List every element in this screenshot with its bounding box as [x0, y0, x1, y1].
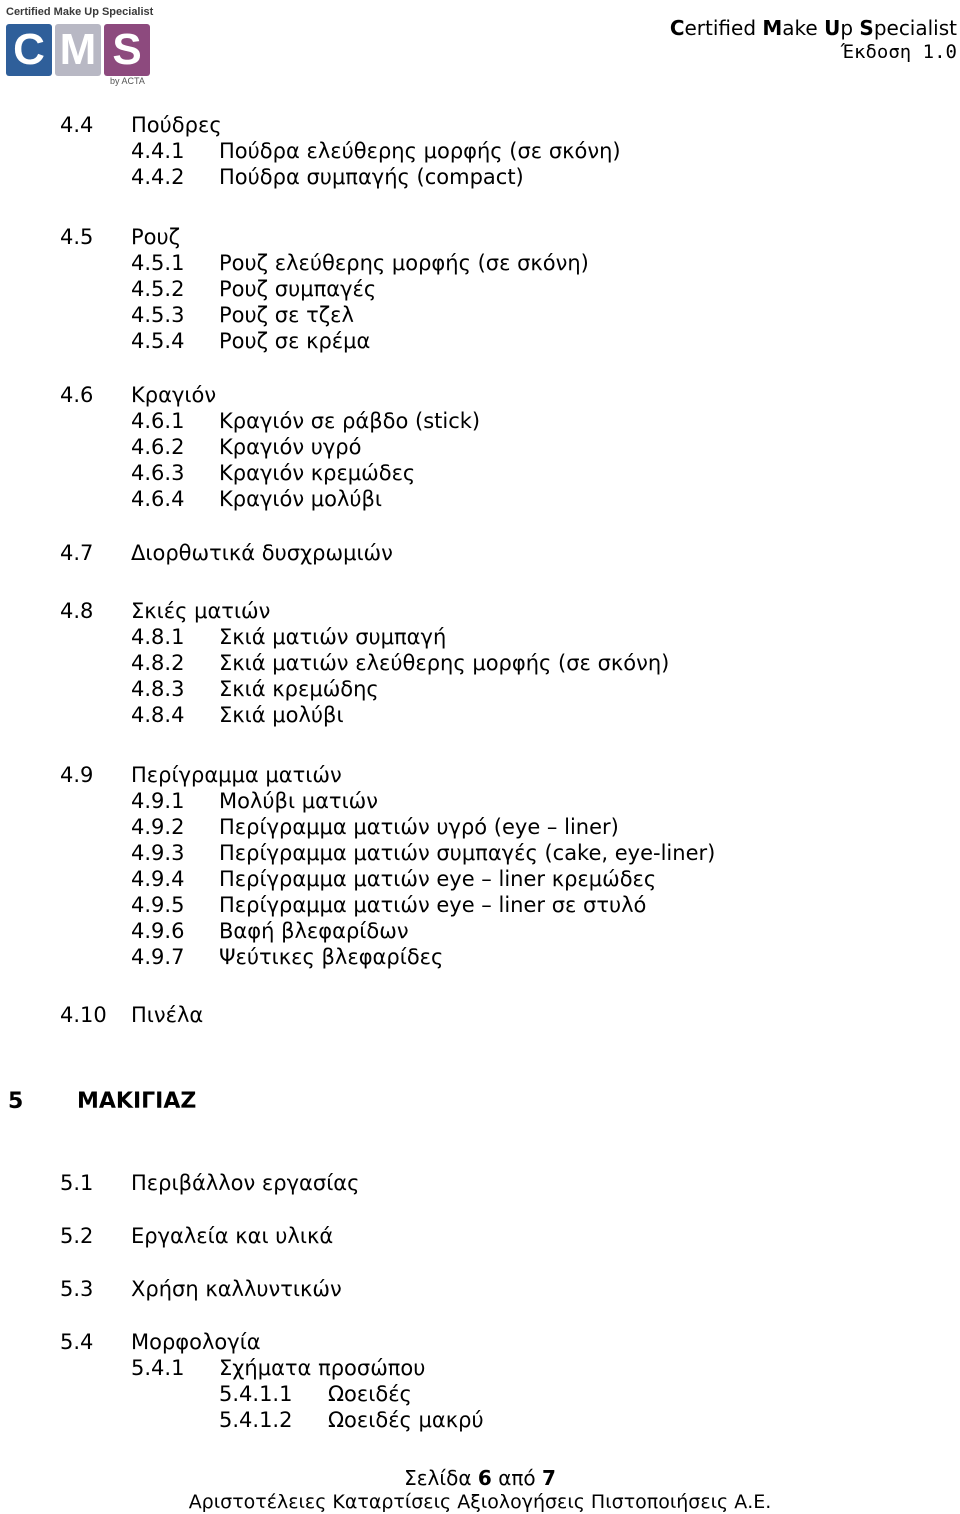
logo-top-text: Certified Make Up Specialist — [6, 6, 154, 18]
toc-entry-title: Ρουζ σε τζελ — [219, 303, 354, 327]
toc-entry-title: Πούδρες — [131, 113, 222, 137]
toc-entry-number: 4.6.1 — [131, 409, 185, 433]
toc-entry-number: 4.4.1 — [131, 139, 185, 163]
cms-logo — [6, 6, 158, 86]
toc-entry-number: 5.4.1 — [131, 1356, 185, 1380]
toc-entry-number: 4.5.3 — [131, 303, 185, 327]
toc-entry-title: Μολύβι ματιών — [219, 789, 378, 813]
toc-entry-title: Σκιά ματιών συμπαγή — [219, 625, 447, 649]
toc-entry-number: 4.5.2 — [131, 277, 185, 301]
toc-entry-title: Περίγραμμα ματιών — [131, 763, 342, 787]
header-version: Έκδοση 1.0 — [842, 41, 957, 63]
toc-entry-title: Ρουζ σε κρέμα — [219, 329, 371, 353]
logo-byline: by ACTA — [110, 76, 145, 86]
page-sep: από — [498, 1466, 536, 1490]
toc-entry-title: Διορθωτικά δυσχρωμιών — [131, 541, 393, 565]
footer-company: Αριστοτέλειες Καταρτίσεις Αξιολογήσεις Πιστοποιήσεις Α.Ε. — [188, 1491, 772, 1513]
toc-entry-number: 4.10 — [60, 1003, 107, 1027]
toc-entry-number: 5.3 — [60, 1277, 94, 1301]
page-number — [0, 1466, 960, 1490]
page-prefix: Σελίδα — [404, 1466, 472, 1490]
toc-entry-title: Σκιά κρεμώδης — [219, 677, 379, 701]
toc-entry-title: Περίγραμμα ματιών συμπαγές (cake, eye-liner) — [219, 841, 716, 865]
toc-entry-number: 4.5.4 — [131, 329, 185, 353]
toc-entry-number: 4.5 — [60, 225, 94, 249]
toc-entry-title: Περιβάλλον εργασίας — [131, 1171, 360, 1195]
toc-entry-title: Πινέλα — [131, 1003, 204, 1027]
chapter-number: 5 — [8, 1089, 24, 1114]
toc-entry-title: Ρουζ ελεύθερης μορφής (σε σκόνη) — [219, 251, 589, 275]
page-current: 6 — [477, 1466, 492, 1490]
toc-entry-title: Σκιά μολύβι — [219, 703, 344, 727]
toc-entry-number: 4.9.7 — [131, 945, 185, 969]
toc-entry-title: Πούδρα συμπαγής (compact) — [219, 165, 524, 189]
logo-letter-s: S — [104, 24, 150, 76]
toc-entry-number: 4.9.3 — [131, 841, 185, 865]
toc-entry-title: Κραγιόν — [131, 383, 217, 407]
page-total: 7 — [542, 1466, 556, 1490]
toc-entry-number: 5.4 — [60, 1330, 94, 1354]
toc-entry-title: Περίγραμμα ματιών υγρό (eye – liner) — [219, 815, 619, 839]
toc-entry-number: 5.4.1.2 — [219, 1408, 293, 1432]
toc-entry-number: 4.8.2 — [131, 651, 185, 675]
header-title: Certified Make Up Specialist — [669, 16, 957, 40]
toc-entry-number: 5.2 — [60, 1224, 94, 1248]
toc-entry-title: Σκιά ματιών ελεύθερης μορφής (σε σκόνη) — [219, 651, 670, 675]
toc-entry-title: Μορφολογία — [131, 1330, 261, 1354]
logo-letter-m: M — [55, 24, 101, 76]
logo-letters — [6, 24, 150, 76]
toc-entry-title: Σκιές ματιών — [131, 599, 271, 623]
toc-entry-number: 4.9.1 — [131, 789, 185, 813]
toc-entry-title: Κραγιόν κρεμώδες — [219, 461, 416, 485]
logo-letter-c: C — [6, 24, 52, 76]
toc-entry-title: Ρουζ συμπαγές — [219, 277, 377, 301]
toc-entry-number: 4.6.4 — [131, 487, 185, 511]
toc-entry-number: 4.8.4 — [131, 703, 185, 727]
toc-entry-title: Κραγιόν μολύβι — [219, 487, 383, 511]
toc-entry-title: Εργαλεία και υλικά — [131, 1224, 334, 1248]
toc-entry-number: 4.4.2 — [131, 165, 185, 189]
toc-entry-number: 4.6 — [60, 383, 94, 407]
toc-entry-number: 4.6.2 — [131, 435, 185, 459]
toc-entry-title: Κραγιόν σε ράβδο (stick) — [219, 409, 481, 433]
toc-entry-number: 4.8.1 — [131, 625, 185, 649]
toc-entry-number: 4.9 — [60, 763, 94, 787]
toc-entry-title: Κραγιόν υγρό — [219, 435, 362, 459]
toc-entry-title: Πούδρα ελεύθερης μορφής (σε σκόνη) — [219, 139, 621, 163]
toc-entry-title: Ωοειδές μακρύ — [328, 1408, 484, 1432]
toc-entry-number: 4.5.1 — [131, 251, 185, 275]
toc-entry-title: Σχήματα προσώπου — [219, 1356, 426, 1380]
toc-entry-title: Περίγραμμα ματιών eye – liner κρεμώδες — [219, 867, 657, 891]
header — [670, 16, 957, 64]
toc-entry-title: Χρήση καλλυντικών — [131, 1277, 342, 1301]
toc-entry-title: Βαφή βλεφαρίδων — [219, 919, 409, 943]
toc-entry-number: 4.9.5 — [131, 893, 185, 917]
toc-entry-number: 4.6.3 — [131, 461, 185, 485]
toc-entry-number: 4.8 — [60, 599, 94, 623]
toc-entry-number: 4.7 — [60, 541, 94, 565]
toc-entry-number: 4.9.6 — [131, 919, 185, 943]
toc-entry-number: 4.4 — [60, 113, 94, 137]
toc-entry-number: 5.4.1.1 — [219, 1382, 293, 1406]
toc-entry-number: 4.9.2 — [131, 815, 185, 839]
toc-entry-title: Ωοειδές — [328, 1382, 412, 1406]
toc-entry-number: 5.1 — [60, 1171, 94, 1195]
toc-entry-title: Περίγραμμα ματιών eye – liner σε στυλό — [219, 893, 647, 917]
toc-entry-title: Ρουζ — [131, 225, 181, 249]
chapter-title: ΜΑΚΙΓΙΑΖ — [77, 1089, 197, 1114]
toc-entry-title: Ψεύτικες βλεφαρίδες — [219, 945, 444, 969]
toc-entry-number: 4.8.3 — [131, 677, 185, 701]
toc-entry-number: 4.9.4 — [131, 867, 185, 891]
